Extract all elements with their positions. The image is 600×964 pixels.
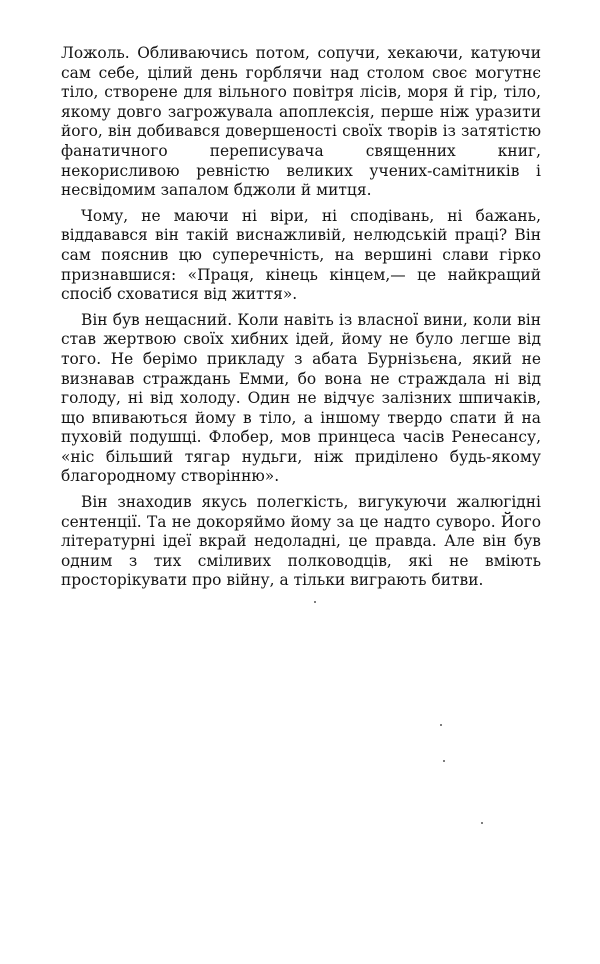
paragraph-3: Він був нещасний. Коли навіть із власної вини, коли він став жертвою своїх хибних ідей, йому не було легше від того. Не берімо прикладу з абата Бурнізьєна, який не визнавав страждань Емми, бо вона не страждала ні від голоду, ні від холоду. Один не відчує залізних шпичаків, що впиваються йому в тіло, а іншому твердо спати й на пуховій подушці. Флобер, мов принцеса часів Ренесансу, «ніс більший тягар нудьги, ніж приділено будь-якому благородному створінню». <box>61 310 541 486</box>
paragraph-2: Чому, не маючи ні віри, ні сподівань, ні бажань, віддавався він такій виснажливій, нелюдській праці? Він сам пояснив цю суперечність, на вершині слави гірко признавшися: «Праця, кінець кінцем,— це найкращий спосіб сховатися від життя». <box>61 206 541 304</box>
scan-speck <box>314 601 316 603</box>
scan-speck <box>443 760 445 762</box>
scan-speck <box>481 822 483 824</box>
paragraph-4: Він знаходив якусь полегкість, вигукуючи жалюгідні сентенції. Та не докоряймо йому за це надто суворо. Його літературні ідеї вкрай недоладні, це правда. Але він був одним з тих сміливих полководців, які не вміють просторікувати про війну, а тільки виграють битви. <box>61 493 541 590</box>
scan-speck <box>440 724 442 726</box>
book-page-text <box>61 44 541 591</box>
paragraph-1: Ложоль. Обливаючись потом, сопучи, хекаючи, катуючи сам себе, цілий день горблячи над столом своє могутнє тіло, створене для вільного повітря лісів, моря й гір, тіло, якому довго загрожувала апоплексія, перше ніж уразити його, він добивався довершеності своїх творів із затятістю фанатичного переписувача священних книг, некорисливою ревністю великих учених-самітників і несвідомим запалом бджоли й митця. <box>61 44 541 200</box>
